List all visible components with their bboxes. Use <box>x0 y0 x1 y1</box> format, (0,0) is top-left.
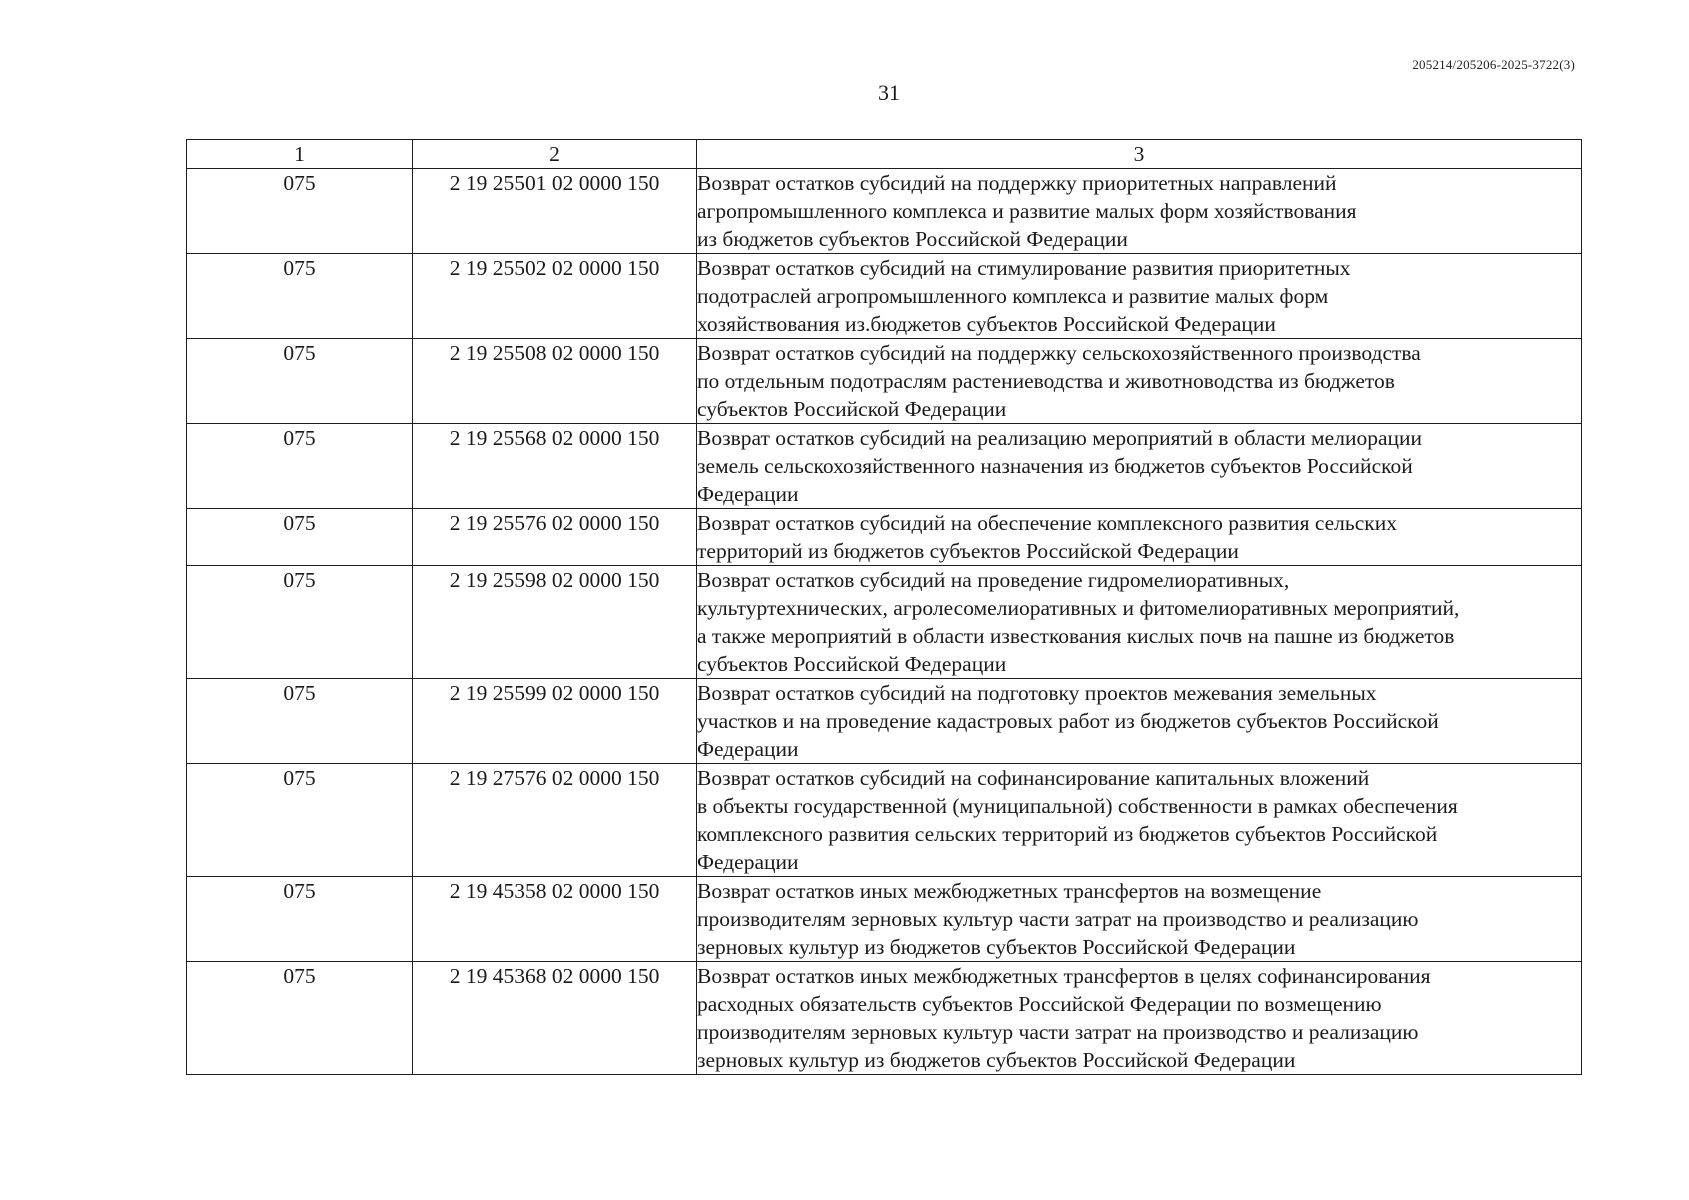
description-line: а также мероприятий в области известкования кислых почв на пашне из бюджетов <box>697 624 1455 648</box>
description-line: Возврат остатков субсидий на софинансирование капитальных вложений <box>697 766 1370 790</box>
budget-code-cell: 2 19 27576 02 0000 150 <box>413 764 697 877</box>
description-line: хозяйствования из.бюджетов субъектов Российской Федерации <box>697 312 1276 336</box>
description-line: агропромышленного комплекса и развитие малых форм хозяйствования <box>697 199 1357 223</box>
budget-code-cell: 2 19 25598 02 0000 150 <box>413 566 697 679</box>
description-line: из бюджетов субъектов Российской Федерации <box>697 227 1128 251</box>
column-header-3: 3 <box>697 140 1582 169</box>
page-number: 31 <box>878 80 900 105</box>
budget-code-cell: 2 19 25508 02 0000 150 <box>413 339 697 424</box>
admin-code-cell: 075 <box>187 339 413 424</box>
admin-code-cell: 075 <box>187 679 413 764</box>
description-cell <box>697 254 1582 339</box>
budget-code-cell: 2 19 25501 02 0000 150 <box>413 169 697 254</box>
description-cell <box>697 169 1582 254</box>
table-row <box>187 509 1582 566</box>
table-row <box>187 962 1582 1075</box>
description-line: Возврат остатков субсидий на обеспечение комплексного развития сельских <box>697 511 1397 535</box>
budget-code-cell: 2 19 45358 02 0000 150 <box>413 877 697 962</box>
document-id: 205214/205206-2025-3722(3) <box>1412 57 1575 72</box>
table-row <box>187 169 1582 254</box>
admin-code-cell: 075 <box>187 254 413 339</box>
description-cell <box>697 509 1582 566</box>
description-cell <box>697 679 1582 764</box>
description-line: зерновых культур из бюджетов субъектов Российской Федерации <box>697 935 1296 959</box>
description-line: участков и на проведение кадастровых работ из бюджетов субъектов Российской <box>697 709 1439 733</box>
admin-code-cell: 075 <box>187 169 413 254</box>
admin-code-cell: 075 <box>187 764 413 877</box>
description-line: в объекты государственной (муниципальной) собственности в рамках обеспечения <box>697 794 1458 818</box>
table-row <box>187 764 1582 877</box>
budget-code-cell: 2 19 25599 02 0000 150 <box>413 679 697 764</box>
admin-code-cell: 075 <box>187 962 413 1075</box>
description-line: расходных обязательств субъектов Российской Федерации по возмещению <box>697 992 1382 1016</box>
budget-code-cell: 2 19 25502 02 0000 150 <box>413 254 697 339</box>
budget-classification-table <box>186 139 1582 1075</box>
budget-code-cell: 2 19 25568 02 0000 150 <box>413 424 697 509</box>
description-line: Возврат остатков субсидий на стимулирование развития приоритетных <box>697 256 1351 280</box>
description-line: Возврат остатков иных межбюджетных трансфертов в целях софинансирования <box>697 964 1431 988</box>
description-cell <box>697 424 1582 509</box>
table-row <box>187 339 1582 424</box>
table-body <box>187 169 1582 1075</box>
description-line: Возврат остатков иных межбюджетных трансфертов на возмещение <box>697 879 1322 903</box>
description-line: Федерации <box>697 850 799 874</box>
table-row <box>187 679 1582 764</box>
description-line: территорий из бюджетов субъектов Российской Федерации <box>697 539 1239 563</box>
description-cell <box>697 962 1582 1075</box>
description-line: комплексного развития сельских территорий из бюджетов субъектов Российской <box>697 822 1438 846</box>
description-line: производителям зерновых культур части затрат на производство и реализацию <box>697 907 1419 931</box>
description-line: подотраслей агропромышленного комплекса и развитие малых форм <box>697 284 1329 308</box>
budget-code-cell: 2 19 25576 02 0000 150 <box>413 509 697 566</box>
description-cell <box>697 339 1582 424</box>
column-header-1: 1 <box>187 140 413 169</box>
description-line: Возврат остатков субсидий на подготовку проектов межевания земельных <box>697 681 1377 705</box>
description-line: зерновых культур из бюджетов субъектов Российской Федерации <box>697 1048 1296 1072</box>
description-line: Возврат остатков субсидий на поддержку сельскохозяйственного производства <box>697 341 1421 365</box>
description-line: Возврат остатков субсидий на поддержку приоритетных направлений <box>697 171 1337 195</box>
description-cell <box>697 566 1582 679</box>
description-line: Федерации <box>697 737 799 761</box>
table-row <box>187 424 1582 509</box>
table-row <box>187 566 1582 679</box>
table-row <box>187 877 1582 962</box>
description-line: культуртехнических, агролесомелиоративных и фитомелиоративных мероприятий, <box>697 596 1460 620</box>
table-header-row <box>187 140 1582 169</box>
description-cell <box>697 877 1582 962</box>
description-line: Федерации <box>697 482 799 506</box>
description-line: Возврат остатков субсидий на проведение гидромелиоративных, <box>697 568 1290 592</box>
description-line: субъектов Российской Федерации <box>697 652 1007 676</box>
admin-code-cell: 075 <box>187 509 413 566</box>
budget-code-cell: 2 19 45368 02 0000 150 <box>413 962 697 1075</box>
table-row <box>187 254 1582 339</box>
admin-code-cell: 075 <box>187 566 413 679</box>
column-header-2: 2 <box>413 140 697 169</box>
admin-code-cell: 075 <box>187 877 413 962</box>
description-line: производителям зерновых культур части затрат на производство и реализацию <box>697 1020 1419 1044</box>
admin-code-cell: 075 <box>187 424 413 509</box>
description-line: Возврат остатков субсидий на реализацию мероприятий в области мелиорации <box>697 426 1423 450</box>
description-cell <box>697 764 1582 877</box>
description-line: по отдельным подотраслям растениеводства и животноводства из бюджетов <box>697 369 1395 393</box>
description-line: субъектов Российской Федерации <box>697 397 1007 421</box>
description-line: земель сельскохозяйственного назначения из бюджетов субъектов Российской <box>697 454 1413 478</box>
